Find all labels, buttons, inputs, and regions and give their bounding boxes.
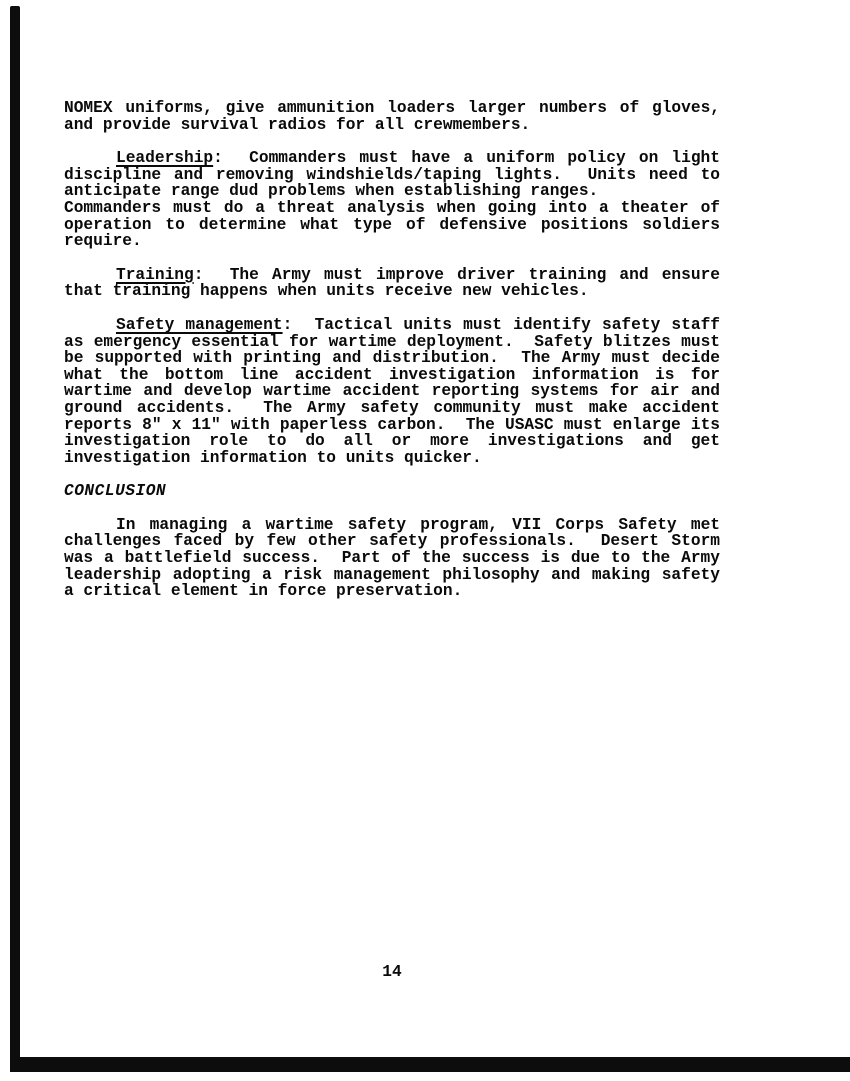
text-line: as emergency essential for wartime deployment. Safety blitzes must [64, 332, 720, 351]
text-line: Commanders must do a threat analysis when going into a theater of [64, 198, 720, 217]
paragraph-conclusion [64, 517, 720, 600]
text-line: and provide survival radios for all crewmembers. [64, 115, 531, 134]
paragraph-nomex [64, 100, 720, 133]
paragraph-leadership [64, 150, 720, 250]
text-line: investigation information to units quicker. [64, 448, 482, 467]
text-line: investigation role to do all or more investigations and get [64, 432, 720, 451]
text-run: : Tactical units must identify safety staff [282, 315, 721, 334]
underlined-term-training: Training [116, 265, 194, 284]
text-line: wartime and develop wartime accident reporting systems for air and [64, 382, 720, 401]
text-line: a critical element in force preservation. [64, 582, 463, 601]
text-line: reports 8" x 11" with paperless carbon. The USASC must enlarge its [64, 415, 720, 434]
text-line: challenges faced by few other safety professionals. Desert Storm [64, 532, 720, 551]
scan-edge-artifact-bottom [10, 1057, 850, 1072]
conclusion-heading: CONCLUSION [64, 482, 167, 501]
text-line: In managing a wartime safety program, VII Corps Safety met [116, 515, 720, 534]
text-line: was a battlefield success. Part of the success is due to the Army [64, 549, 720, 568]
text-run: : The Army must improve driver training and ensure [193, 265, 720, 284]
underlined-term-safety-management: Safety management [116, 315, 283, 334]
text-line [64, 267, 720, 284]
text-line: be supported with printing and distribution. The Army must decide [64, 349, 720, 368]
text-line: leadership adopting a risk management philosophy and making safety [64, 565, 720, 584]
text-line: discipline and removing windshields/taping lights. Units need to [64, 165, 720, 184]
text-line: operation to determine what type of defensive positions soldiers [64, 215, 720, 234]
text-line [64, 150, 720, 167]
scan-edge-artifact-left [10, 6, 20, 1072]
text-line: ground accidents. The Army safety community must make accident [64, 398, 720, 417]
paragraph-training [64, 267, 720, 300]
text-line: require. [64, 232, 142, 251]
underlined-term-leadership: Leadership [116, 149, 214, 168]
page-number: 14 [382, 963, 402, 981]
text-line: that training happens when units receive new vehicles. [64, 282, 589, 301]
document-text-column [64, 100, 720, 617]
text-run: : Commanders must have a uniform policy on light [213, 149, 720, 168]
text-line: what the bottom line accident investigation information is for [64, 365, 720, 384]
text-line: anticipate range dud problems when establishing ranges. [64, 182, 599, 201]
paragraph-safety-management [64, 317, 720, 466]
text-line: NOMEX uniforms, give ammunition loaders larger numbers of gloves, [64, 99, 720, 117]
text-line [64, 317, 720, 334]
